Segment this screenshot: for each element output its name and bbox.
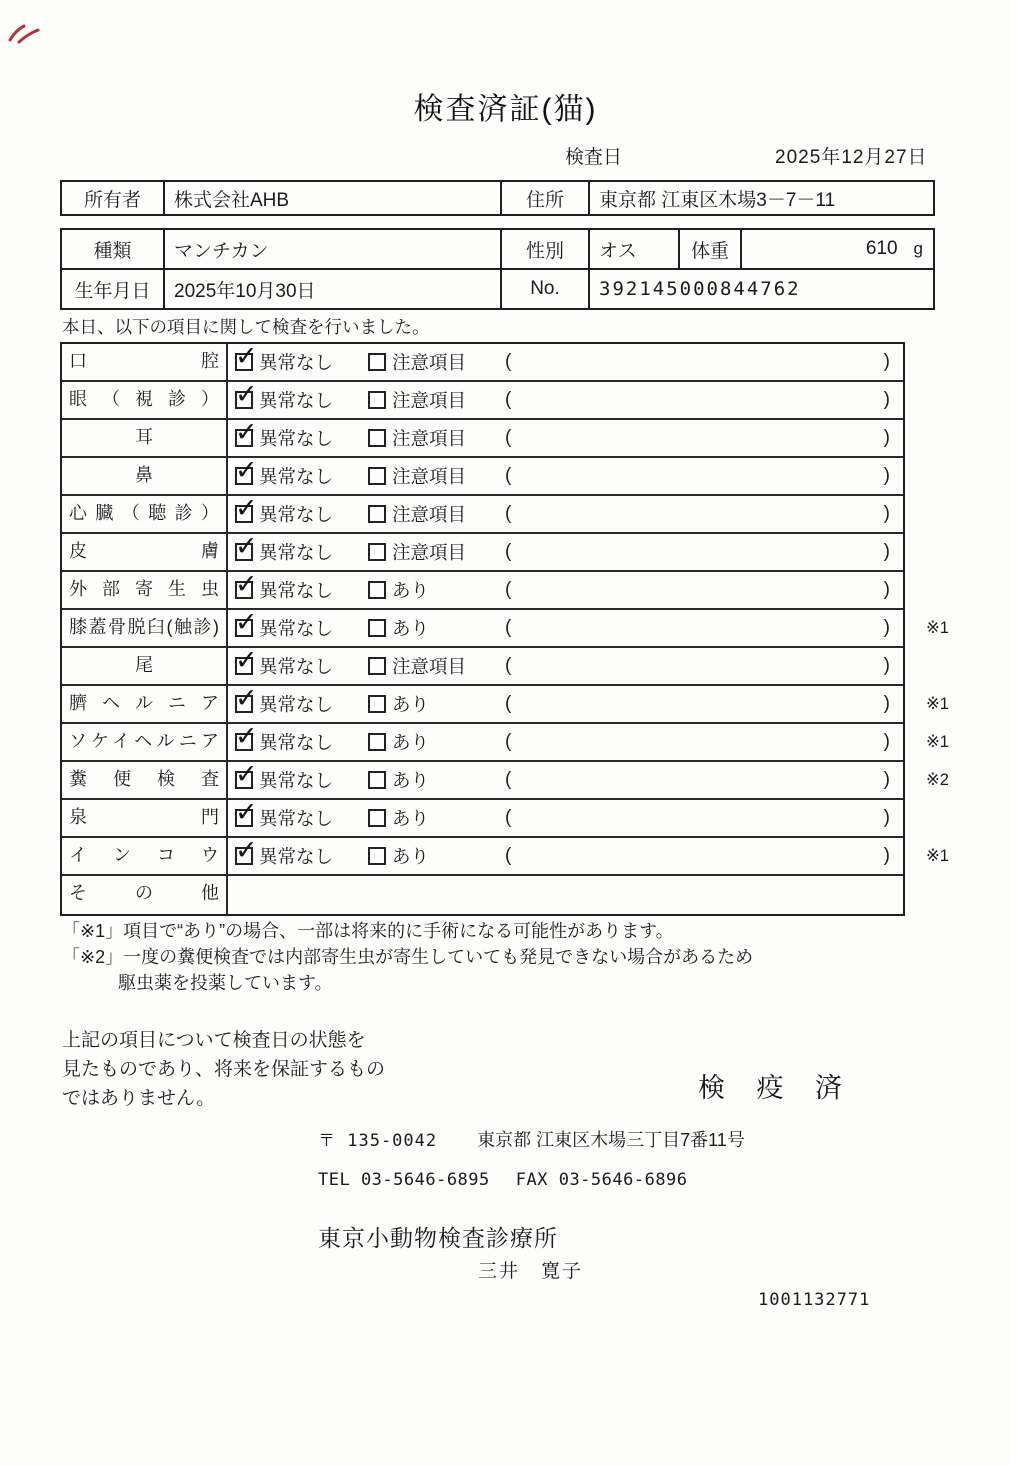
no-abnormality-label: 異常なし: [259, 656, 334, 677]
footnotes: [62, 918, 753, 996]
no-abnormality-checkbox: [235, 733, 253, 751]
note-paren-close: ): [883, 579, 890, 600]
inspection-row-content: [228, 838, 903, 874]
no-abnormality-option: [235, 843, 368, 869]
inspection-row-content: [228, 534, 903, 570]
inspection-row: [62, 876, 903, 914]
no-abnormality-label: 異常なし: [259, 542, 334, 563]
alt-option: [368, 767, 501, 793]
inspection-row: [62, 572, 903, 610]
alt-option: [368, 501, 501, 527]
note-paren-open: (: [505, 655, 512, 676]
alt-label: 注意項目: [392, 504, 467, 525]
no-abnormality-option: [235, 767, 368, 793]
no-abnormality-label: 異常なし: [259, 352, 334, 373]
note-paren-close: ): [883, 731, 890, 752]
note-paren-open: (: [505, 541, 512, 562]
owner-address-label: 住所: [501, 181, 589, 215]
no-abnormality-label: 異常なし: [259, 466, 334, 487]
no-abnormality-option: [235, 463, 368, 489]
tel-fax-line: [318, 1170, 688, 1190]
alt-label: 注意項目: [392, 390, 467, 411]
owner-row: [61, 181, 934, 215]
no-abnormality-label: 異常なし: [259, 428, 334, 449]
note-paren-close: ): [883, 541, 890, 562]
inspection-row: [62, 724, 949, 762]
no-abnormality-checkbox: [235, 467, 253, 485]
footnote-ref: ※1: [925, 847, 949, 865]
disclaimer-line-1: 上記の項目について検査日の状態を: [62, 1030, 366, 1051]
footnote-ref: ※1: [925, 619, 949, 637]
no-abnormality-checkbox: [235, 619, 253, 637]
no-abnormality-option: [235, 653, 368, 679]
owner-value: 株式会社AHB: [164, 181, 501, 215]
inspection-item-label: 臍ヘルニア: [62, 686, 228, 722]
footnote-2: 「※2」一度の糞便検査では内部寄生虫が寄生していても発見できない場合があるため: [62, 947, 754, 967]
alt-checkbox: [368, 619, 386, 637]
sex-label: 性別: [501, 229, 589, 269]
weight-value-cell: [741, 229, 934, 269]
alt-label: あり: [392, 580, 430, 601]
note-paren-open: (: [505, 389, 512, 410]
note-paren-open: (: [505, 807, 512, 828]
no-abnormality-label: 異常なし: [259, 504, 334, 525]
alt-option: [368, 577, 501, 603]
weight-value: 610: [865, 238, 898, 259]
inspection-item-label: 心臓（聴診）: [62, 496, 228, 532]
inspection-row: [62, 382, 903, 420]
alt-option: [368, 387, 501, 413]
inspection-item-label: 眼（視診）: [62, 382, 228, 418]
owner-address-value: 東京都 江東区木場3－7－11: [589, 181, 934, 215]
animal-table: [60, 228, 935, 310]
alt-label: あり: [392, 808, 430, 829]
no-abnormality-label: 異常なし: [259, 694, 334, 715]
footnote-1: 「※1」項目で“あり”の場合、一部は将来的に手術になる可能性があります。: [62, 921, 674, 941]
no-abnormality-label: 異常なし: [259, 846, 334, 867]
inspection-row: [62, 686, 949, 724]
no-abnormality-checkbox: [235, 353, 253, 371]
no-abnormality-checkbox: [235, 429, 253, 447]
note-paren-open: (: [505, 351, 512, 372]
disclaimer-line-3: ではありません。: [62, 1088, 216, 1109]
alt-checkbox: [368, 771, 386, 789]
postal-code: 〒 135-0042: [318, 1131, 438, 1151]
inspection-row-content: [228, 610, 903, 646]
no-abnormality-option: [235, 539, 368, 565]
footnote-ref: ※2: [925, 771, 949, 789]
inspection-item-label: インコウ: [62, 838, 228, 874]
note-paren-close: ): [883, 807, 890, 828]
veterinarian-name: 三井 寛子: [478, 1261, 584, 1282]
no-abnormality-label: 異常なし: [259, 732, 334, 753]
footnote-ref: ※1: [925, 733, 949, 751]
alt-checkbox: [368, 505, 386, 523]
no-abnormality-checkbox: [235, 543, 253, 561]
alt-label: あり: [392, 846, 430, 867]
note-paren-close: ): [883, 769, 890, 790]
inspection-item-label: 尾: [62, 648, 228, 684]
inspection-item-label: ソケイヘルニア: [62, 724, 228, 760]
alt-option: [368, 653, 501, 679]
note-paren-close: ): [883, 503, 890, 524]
inspection-row-content: [228, 762, 903, 798]
no-abnormality-option: [235, 425, 368, 451]
red-pen-mark: [6, 22, 42, 51]
alt-option: [368, 729, 501, 755]
quarantine-done-stamp: 検 疫 済: [698, 1073, 855, 1103]
no-abnormality-checkbox: [235, 847, 253, 865]
no-abnormality-label: 異常なし: [259, 580, 334, 601]
inspection-row-content: [228, 686, 903, 722]
no-abnormality-checkbox: [235, 695, 253, 713]
alt-option: [368, 539, 501, 565]
inspection-item-label: 口腔: [62, 344, 228, 380]
note-paren-open: (: [505, 503, 512, 524]
no-abnormality-option: [235, 805, 368, 831]
note-paren-close: ): [883, 427, 890, 448]
no-abnormality-option: [235, 729, 368, 755]
no-abnormality-checkbox: [235, 391, 253, 409]
no-abnormality-option: [235, 349, 368, 375]
no-abnormality-label: 異常なし: [259, 808, 334, 829]
alt-checkbox: [368, 467, 386, 485]
disclaimer-line-2: 見たものであり、将来を保証するもの: [62, 1059, 386, 1080]
inspection-row: [62, 458, 903, 496]
no-abnormality-checkbox: [235, 771, 253, 789]
inspection-row-content: [228, 800, 903, 836]
inspection-row: [62, 838, 949, 876]
inspection-row: [62, 800, 903, 838]
note-paren-close: ): [883, 617, 890, 638]
no-abnormality-label: 異常なし: [259, 390, 334, 411]
weight-unit: g: [913, 239, 923, 258]
alt-checkbox: [368, 391, 386, 409]
alt-checkbox: [368, 733, 386, 751]
breed-value: マンチカン: [164, 229, 501, 269]
alt-option: [368, 463, 501, 489]
inspection-row-content: [228, 382, 903, 418]
inspection-item-label: 糞便検査: [62, 762, 228, 798]
no-value: 392145000844762: [589, 269, 934, 309]
no-abnormality-option: [235, 387, 368, 413]
alt-option: [368, 805, 501, 831]
clinic-address: 東京都 江東区木場三丁目7番11号: [477, 1130, 745, 1150]
note-paren-close: ): [883, 655, 890, 676]
sex-value: オス: [589, 229, 679, 269]
birthdate-value: 2025年10月30日: [164, 269, 501, 309]
footnote-2-continued: 駆虫薬を投薬しています。: [118, 973, 333, 993]
inspection-row: [62, 420, 903, 458]
note-paren-close: ): [883, 351, 890, 372]
alt-label: 注意項目: [392, 466, 467, 487]
inspection-row-content: [228, 496, 903, 532]
inspection-item-label: 耳: [62, 420, 228, 456]
clinic-address-line: [318, 1126, 745, 1152]
alt-option: [368, 615, 501, 641]
no-abnormality-checkbox: [235, 809, 253, 827]
alt-checkbox: [368, 543, 386, 561]
alt-label: 注意項目: [392, 542, 467, 563]
inspection-row: [62, 762, 949, 800]
tel-number: TEL 03-5646-6895: [318, 1170, 490, 1190]
inspection-item-label: 外部寄生虫: [62, 572, 228, 608]
birthdate-label: 生年月日: [61, 269, 164, 309]
alt-checkbox: [368, 695, 386, 713]
inspection-row: [62, 496, 903, 534]
inspection-row-content: [228, 572, 903, 608]
no-abnormality-option: [235, 577, 368, 603]
intro-text: 本日、以下の項目に関して検査を行いました。: [62, 317, 430, 337]
inspection-row: [62, 534, 903, 572]
inspection-row: [62, 610, 949, 648]
note-paren-open: (: [505, 465, 512, 486]
alt-option: [368, 691, 501, 717]
alt-label: 注意項目: [392, 352, 467, 373]
owner-label: 所有者: [61, 181, 164, 215]
alt-checkbox: [368, 847, 386, 865]
serial-number: 1001132771: [758, 1290, 871, 1310]
note-paren-close: ): [883, 845, 890, 866]
no-abnormality-option: [235, 501, 368, 527]
inspection-date-label: 検査日: [565, 147, 623, 168]
clinic-name: 東京小動物検査診療所: [318, 1225, 558, 1251]
no-abnormality-option: [235, 615, 368, 641]
inspection-table-body: [62, 344, 949, 914]
no-label: No.: [501, 269, 589, 309]
inspection-item-label: 膝蓋骨脱臼(触診): [62, 610, 228, 646]
alt-option: [368, 843, 501, 869]
animal-row-1: [61, 229, 934, 269]
disclaimer: [62, 1026, 385, 1113]
inspection-item-label: その他: [62, 876, 228, 914]
alt-checkbox: [368, 657, 386, 675]
note-paren-close: ): [883, 389, 890, 410]
inspection-row: [62, 344, 903, 382]
alt-label: 注意項目: [392, 656, 467, 677]
animal-row-2: [61, 269, 934, 309]
breed-label: 種類: [61, 229, 164, 269]
no-abnormality-checkbox: [235, 505, 253, 523]
inspection-item-label: 皮膚: [62, 534, 228, 570]
inspection-item-label: 泉門: [62, 800, 228, 836]
alt-checkbox: [368, 429, 386, 447]
alt-option: [368, 425, 501, 451]
alt-label: あり: [392, 618, 430, 639]
note-paren-open: (: [505, 427, 512, 448]
note-paren-open: (: [505, 693, 512, 714]
inspection-row-content: [228, 876, 903, 914]
no-abnormality-label: 異常なし: [259, 770, 334, 791]
weight-label: 体重: [679, 229, 741, 269]
inspection-date-value: 2025年12月27日: [775, 147, 928, 168]
inspection-item-label: 鼻: [62, 458, 228, 494]
alt-option: [368, 349, 501, 375]
note-paren-open: (: [505, 731, 512, 752]
document-title: 検査済証(猫): [413, 93, 598, 126]
fax-number: FAX 03-5646-6896: [515, 1170, 688, 1190]
inspection-row-content: [228, 344, 903, 380]
inspection-row-content: [228, 648, 903, 684]
alt-label: あり: [392, 770, 430, 791]
note-paren-open: (: [505, 579, 512, 600]
inspection-row-content: [228, 724, 903, 760]
note-paren-close: ): [883, 693, 890, 714]
no-abnormality-checkbox: [235, 581, 253, 599]
inspection-table: [60, 342, 949, 916]
no-abnormality-option: [235, 691, 368, 717]
footnote-ref: ※1: [925, 695, 949, 713]
note-paren-close: ): [883, 465, 890, 486]
no-abnormality-label: 異常なし: [259, 618, 334, 639]
note-paren-open: (: [505, 769, 512, 790]
inspection-row: [62, 648, 903, 686]
alt-checkbox: [368, 353, 386, 371]
alt-checkbox: [368, 809, 386, 827]
alt-label: あり: [392, 694, 430, 715]
alt-label: あり: [392, 732, 430, 753]
owner-table: [60, 180, 935, 216]
alt-label: 注意項目: [392, 428, 467, 449]
inspection-row-content: [228, 420, 903, 456]
inspection-row-content: [228, 458, 903, 494]
alt-checkbox: [368, 581, 386, 599]
note-paren-open: (: [505, 845, 512, 866]
note-paren-open: (: [505, 617, 512, 638]
no-abnormality-checkbox: [235, 657, 253, 675]
